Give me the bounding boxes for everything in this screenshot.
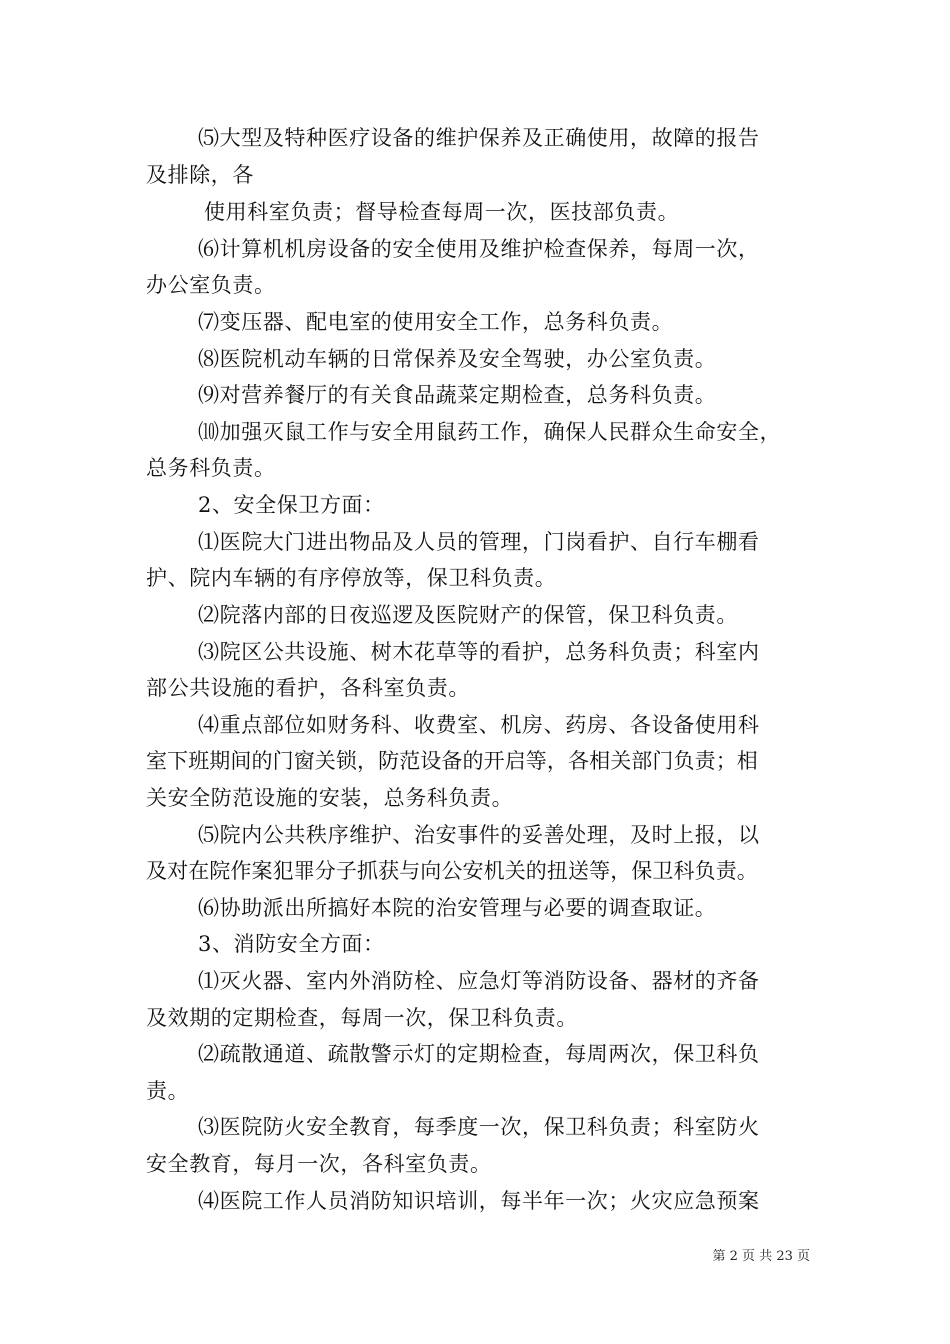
text-line: 使用科室负责；督导检查每周一次，医技部负责。 [204, 200, 680, 224]
text-line: ⑸院内公共秩序维护、治安事件的妥善处理，及时上报，以 [198, 823, 760, 847]
text-line: 及排除，各 [146, 163, 254, 187]
text-line: ⑴灭火器、室内外消防栓、应急灯等消防设备、器材的齐备 [198, 969, 760, 993]
text-line: ⑶医院防火安全教育，每季度一次，保卫科负责；科室防火 [198, 1115, 760, 1139]
text-line: 总务科负责。 [146, 456, 276, 480]
text-line: ⑽加强灭鼠工作与安全用鼠药工作，确保人民群众生命安全， [198, 420, 782, 444]
text-line: ⑼对营养餐厅的有关食品蔬菜定期检查，总务科负责。 [198, 383, 717, 407]
text-line: 及对在院作案犯罪分子抓获与向公安机关的扭送等，保卫科负责。 [146, 859, 758, 883]
text-line: 及效期的定期检查，每周一次，保卫科负责。 [146, 1006, 578, 1030]
text-line: ⑺变压器、配电室的使用安全工作，总务科负责。 [198, 310, 674, 334]
text-line: 责。 [146, 1079, 190, 1103]
text-line: 关安全防范设施的安装，总务科负责。 [146, 786, 514, 810]
text-line: 室下班期间的门窗关锁，防范设备的开启等，各相关部门负责；相 [146, 749, 758, 773]
section-heading: 2、安全保卫方面： [198, 493, 385, 517]
text-line: ⑷重点部位如财务科、收费室、机房、药房、各设备使用科 [198, 713, 760, 737]
text-line: ⑹协助派出所搞好本院的治安管理与必要的调查取证。 [198, 896, 717, 920]
text-line: ⑴医院大门进出物品及人员的管理，门岗看护、自行车棚看 [198, 530, 760, 554]
text-line: 办公室负责。 [146, 273, 276, 297]
text-line: ⑻医院机动车辆的日常保养及安全驾驶，办公室负责。 [198, 347, 717, 371]
page-number: 第 2 页 共 23 页 [712, 1249, 810, 1264]
text-line: ⑵疏散通道、疏散警示灯的定期检查，每周两次，保卫科负 [198, 1042, 760, 1066]
text-line: 安全教育，每月一次，各科室负责。 [146, 1152, 492, 1176]
text-line: ⑸大型及特种医疗设备的维护保养及正确使用，故障的报告 [198, 126, 760, 150]
text-line: 部公共设施的看护，各科室负责。 [146, 676, 470, 700]
text-line: ⑹计算机机房设备的安全使用及维护检查保养，每周一次， [198, 237, 760, 261]
text-line: ⑶院区公共设施、树木花草等的看护，总务科负责；科室内 [198, 640, 760, 664]
section-heading: 3、消防安全方面： [198, 932, 385, 956]
text-line: ⑵院落内部的日夜巡逻及医院财产的保管，保卫科负责。 [198, 603, 738, 627]
text-line: 护、院内车辆的有序停放等，保卫科负责。 [146, 566, 557, 590]
text-line: ⑷医院工作人员消防知识培训，每半年一次；火灾应急预案 [198, 1189, 760, 1213]
